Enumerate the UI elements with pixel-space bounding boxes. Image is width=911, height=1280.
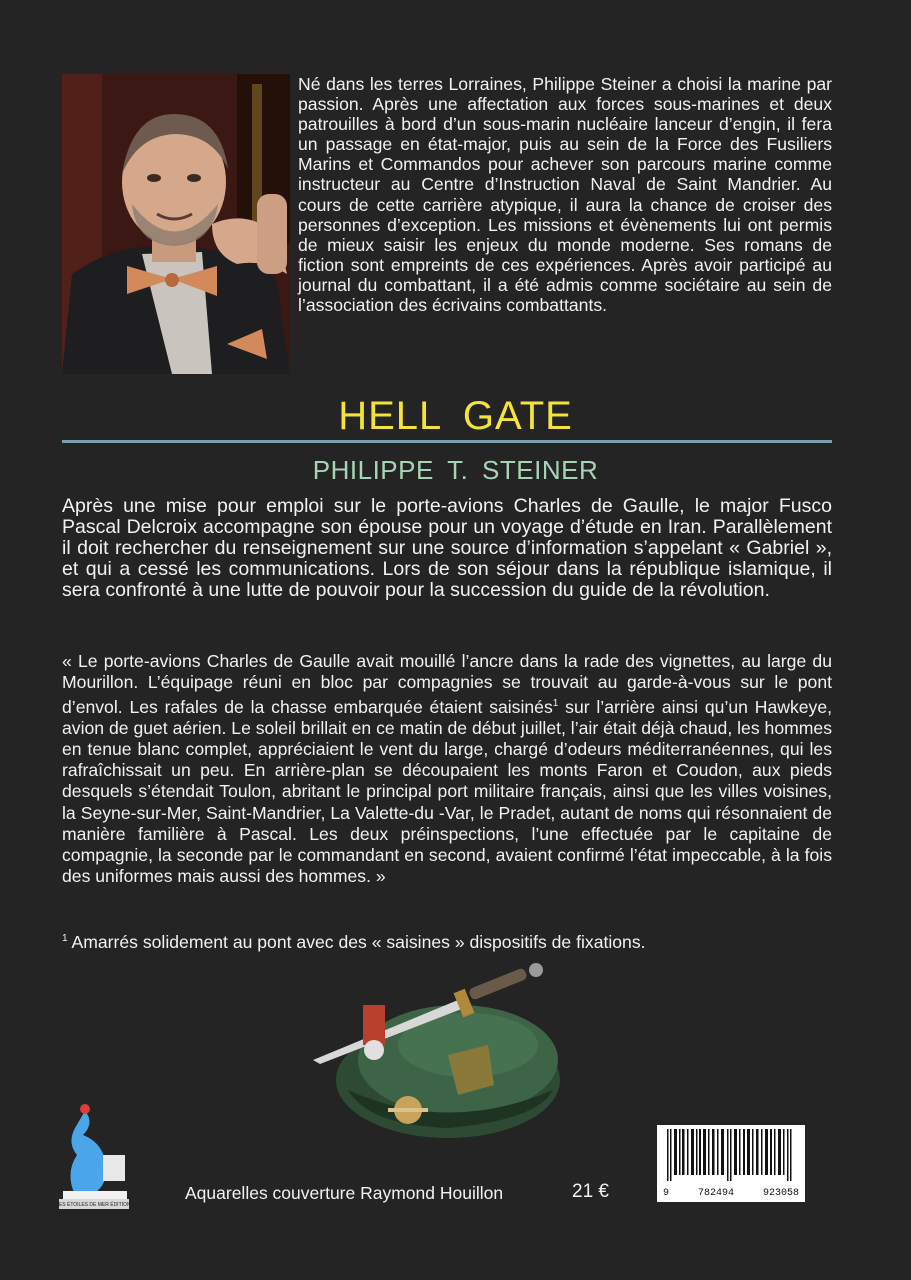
book-excerpt xyxy=(62,651,832,887)
excerpt-part-1: « Le porte-avions Charles de Gaulle avait mouillé l’ancre dans la rade des vignettes, au large du Mourillon. L’équipage réuni en bloc par compagnies se trouvait au garde-à-vous sur le pont d’envol. Les rafales de la chasse embarquée étaient saisinés xyxy=(62,651,832,718)
book-title: HELL GATE xyxy=(338,394,573,438)
beret-icon xyxy=(308,960,573,1145)
footnote-text: Amarrés solidement au pont avec des « saisines » dispositifs de fixations. xyxy=(71,931,646,952)
footnote-mark: 1 xyxy=(62,933,68,944)
publisher-logo-icon xyxy=(55,1103,135,1218)
book-author: PHILIPPE T. STEINER xyxy=(312,455,599,485)
excerpt-note-mark: 1 xyxy=(552,698,559,710)
barcode-first-digit: 9 xyxy=(663,1188,670,1199)
footnote xyxy=(62,928,832,953)
book-summary: Après une mise pour emploi sur le porte-avions Charles de Gaulle, le major Fusco Pascal Delcroix accompagne son épouse pour un voyage d’étude en Iran. Parallèlement il doit rechercher du renseignement sur une source d’information s’appelant « Gabriel », et qui a cessé les communications. Lors de son séjour dans la république islamique, il sera confronté à une lutte de pouvoir pour la succession du guide de la révolution. xyxy=(62,495,832,601)
publisher-logo-text: LES ÉTOILES DE MER ÉDITIONS xyxy=(56,1202,134,1208)
barcode-group-2: 923058 xyxy=(762,1188,799,1199)
author-photo xyxy=(62,74,290,374)
author-bio: Né dans les terres Lorraines, Philippe Steiner a choisi la marine par passion. Après une affectation aux forces sous-marines et deux patrouilles à bord d’un sous-marin nucléaire lanceur d’engin, il fera un passage en état-major, puis au sein de la Force des Fusiliers Marins et Commandos pour achever son parcours marine comme instructeur au Centre d’Instruction Naval de Saint Mandrier. Au cours de cette carrière atypique, il aura la chance de croiser des personnes d’exception. Les missions et évènements lui ont permis de mieux saisir les enjeux du monde moderne. Ses romans de fiction sont empreints de ces expériences. Après avoir participé au journal du combattant, il a été admis comme sociétaire au sein de l’association des écrivains combattants. xyxy=(298,74,832,316)
title-divider xyxy=(62,440,832,443)
isbn-barcode xyxy=(657,1125,805,1202)
price: 21 € xyxy=(572,1181,609,1202)
cover-credit: Aquarelles couverture Raymond Houillon xyxy=(185,1183,504,1203)
barcode-group-1: 782494 xyxy=(697,1188,734,1199)
author-portrait-image xyxy=(62,74,290,374)
barcode-bars xyxy=(663,1129,799,1181)
excerpt-part-2: sur l’arrière ainsi qu’un Hawkeye, avion de guet aérien. Le soleil brillait en ce matin de début juillet, l’air était déjà chaud, les hommes en tenue blanc complet, appréciaient le vent du large, chargé d’odeurs méditerranéennes, qui les rafraîchissait un peu. En arrière-plan se découpaient les monts Faron et Coudon, aux pieds desquels s’étendait Toulon, abritant le principal port militaire français, ainsi que les villes voisines, la Seyne-sur-Mer, Saint-Mandrier, La Valette-du -Var, le Pradet, autant de noms qui résonnaient de manière familière à Pascal. Les deux préinspections, l’une effectuée par le capitaine de compagnie, la seconde par le commandant en second, avaient confirmé l’état impeccable, à la fois des uniformes mais aussi des hommes. » xyxy=(62,697,832,886)
